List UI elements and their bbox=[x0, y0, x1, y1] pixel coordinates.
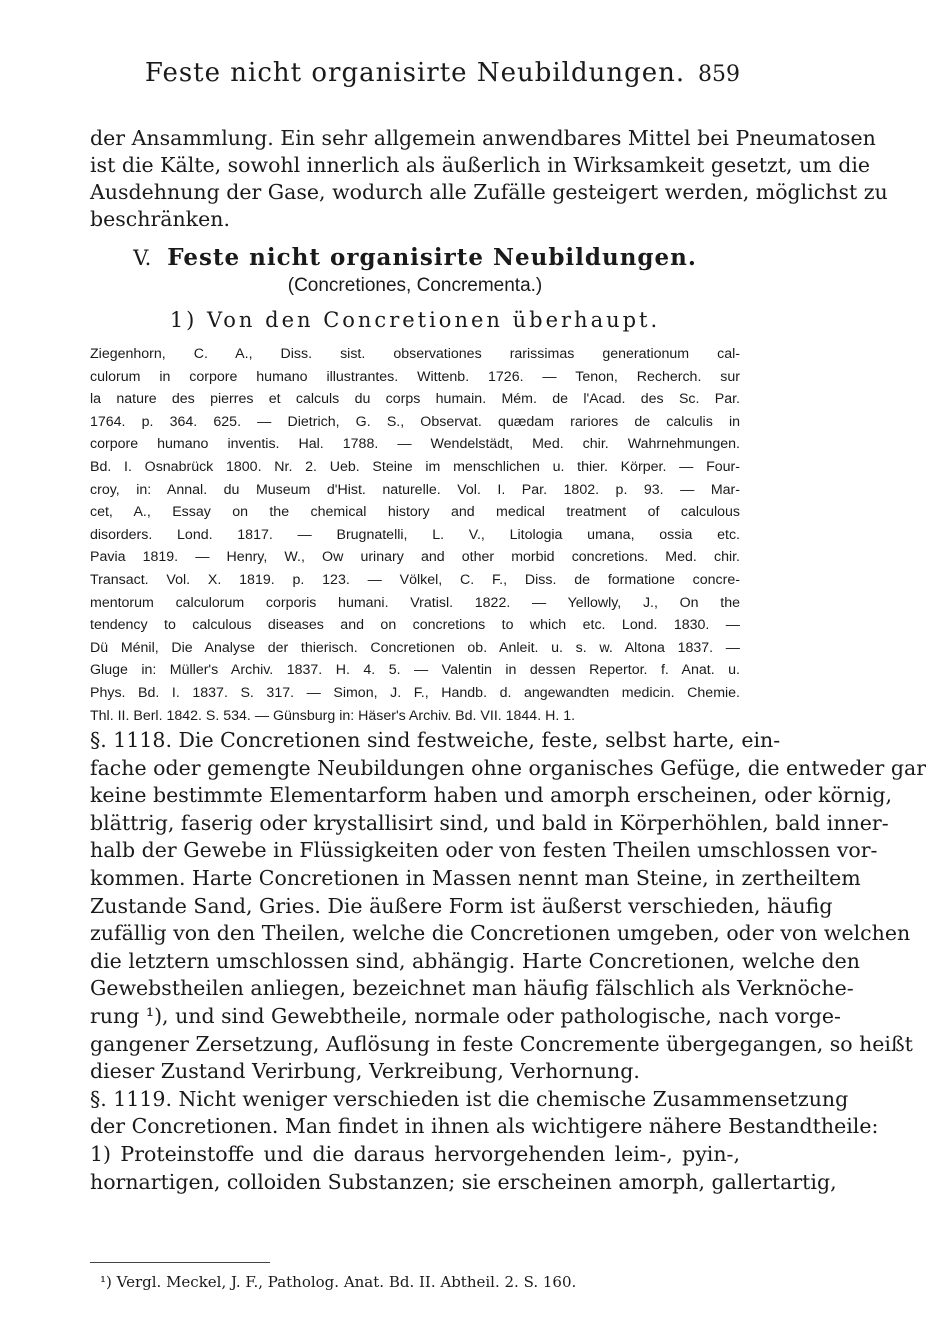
text-line: 1) Proteinstoffe und die daraus hervorgehenden leim-, pyin-, bbox=[90, 1142, 740, 1166]
text-line: halb der Gewebe in Flüssigkeiten oder von festen Theilen umschlossen vor- bbox=[90, 838, 878, 863]
text-line: Ausdehnung der Gase, wodurch alle Zufälle gesteigert werden, möglichst zu bbox=[90, 180, 888, 204]
text-line: ist die Kälte, sowohl innerlich als äußerlich in Wirksamkeit gesetzt, um die bbox=[90, 153, 871, 177]
literature-line: mentorum calculorum corporis humani. Vratisl. 1822. — Yellowly, J., On the bbox=[90, 594, 740, 611]
literature-line: cet, A., Essay on the chemical history and medical treatment of calculous bbox=[90, 504, 740, 521]
section-title: Feste nicht organisirte Neubildungen. bbox=[167, 244, 697, 271]
text-line: Gewebstheilen anliegen, bezeichnet man häufig fälschlich als Verknöche- bbox=[90, 976, 854, 1001]
text-line: dieser Zustand Verirbung, Verkreibung, Verhornung. bbox=[90, 1059, 640, 1084]
text-line: die letztern umschlossen sind, abhängig. Harte Concretionen, welche den bbox=[90, 948, 860, 973]
section-number: V. bbox=[133, 246, 152, 270]
text-line: gangener Zersetzung, Auflösung in feste Concremente übergegangen, so heißt bbox=[90, 1031, 913, 1056]
literature-line: Phys. Bd. I. 1837. S. 317. — Simon, J. F., Handb. d. angewandten medicin. Chemie. bbox=[90, 684, 740, 701]
literature-line: Dü Ménil, Die Analyse der thierisch. Concretionen ob. Anleit. u. s. w. Altona 1837. — bbox=[90, 639, 740, 656]
literature-line: Pavia 1819. — Henry, W., Ow urinary and other morbid concretions. Med. chir. bbox=[90, 549, 740, 566]
text-line: der Ansammlung. Ein sehr allgemein anwendbares Mittel bei Pneumatosen bbox=[90, 126, 876, 150]
text-line: rung ¹), und sind Gewebtheile, normale oder pathologische, nach vorge- bbox=[90, 1004, 841, 1029]
literature-line: Ziegenhorn, C. A., Diss. sist. observationes rarissimas generationum cal- bbox=[90, 346, 740, 362]
text-line: kommen. Harte Concretionen in Massen nennt man Steine, in zertheiltem bbox=[90, 866, 861, 891]
section-heading bbox=[90, 243, 740, 273]
text-line: keine bestimmte Elementarform haben und amorph erscheinen, oder körnig, bbox=[90, 783, 893, 808]
text-line: §. 1119. Nicht weniger verschieden ist die chemische Zusammensetzung bbox=[90, 1086, 849, 1111]
literature-line: la nature des pierres et calculs du corps humain. Mém. de l'Acad. des Sc. Par. bbox=[90, 391, 740, 408]
literature-line: disorders. Lond. 1817. — Brugnatelli, L. V., Litologia umana, ossia etc. bbox=[90, 526, 740, 543]
text-line: Zustande Sand, Gries. Die äußere Form ist äußerst verschieden, häufig bbox=[90, 893, 833, 918]
text-line: §. 1118. Die Concretionen sind festweiche, feste, selbst harte, ein- bbox=[90, 728, 781, 753]
literature-line: Thl. II. Berl. 1842. S. 534. — Günsburg in: Häser's Archiv. Bd. VII. 1844. H. 1. bbox=[90, 707, 576, 724]
text-line: zufällig von den Theilen, welche die Concretionen umgeben, oder von welchen bbox=[90, 921, 911, 946]
literature-line: culorum in corpore humano illustrantes. Wittenb. 1726. — Tenon, Recherch. sur bbox=[90, 368, 740, 385]
literature-line: Gluge in: Müller's Archiv. 1837. H. 4. 5. — Valentin in dessen Repertor. f. Anat. u. bbox=[90, 662, 740, 679]
literature-line: corpore humano inventis. Hal. 1788. — Wendelstädt, Med. chir. Wahrnehmungen. bbox=[90, 436, 740, 453]
text-line: blättrig, faserig oder krystallisirt sind, und bald in Körperhöhlen, bald inner- bbox=[90, 810, 889, 835]
page-number: 859 bbox=[698, 62, 740, 87]
footnote: ¹) Vergl. Meckel, J. F., Patholog. Anat. Bd. II. Abtheil. 2. S. 160. bbox=[100, 1273, 577, 1291]
literature-line: 1764. p. 364. 625. — Dietrich, G. S., Observat. quædam rariores de calculis in bbox=[90, 413, 740, 430]
literature-line: croy, in: Annal. du Museum d'Hist. naturelle. Vol. I. Par. 1802. p. 93. — Mar- bbox=[90, 481, 740, 498]
paragraph-1118 bbox=[90, 727, 926, 1086]
text-line: hornartigen, colloiden Substanzen; sie erscheinen amorph, gallertartig, bbox=[90, 1169, 837, 1194]
literature-line: Bd. I. Osnabrück 1800. Nr. 2. Ueb. Steine im menschlichen u. thier. Körper. — Four- bbox=[90, 458, 740, 475]
literature-line: tendency to calculous diseases and on concretions to which etc. Lond. 1830. — bbox=[90, 617, 740, 634]
intro-paragraph bbox=[90, 125, 888, 233]
running-title: Feste nicht organisirte Neubildungen. bbox=[144, 58, 686, 88]
text-line: der Concretionen. Man findet in ihnen als wichtigere nähere Bestandtheile: bbox=[90, 1114, 879, 1139]
text-line: fache oder gemengte Neubildungen ohne organisches Gefüge, die entweder gar bbox=[90, 755, 926, 780]
running-head bbox=[90, 58, 740, 94]
footnote-divider bbox=[90, 1262, 270, 1263]
subsection-title: 1) Von den Concretionen überhaupt. bbox=[169, 308, 661, 332]
body-text bbox=[90, 125, 926, 1196]
section-subtitle: (Concretiones, Concrementa.) bbox=[287, 275, 543, 296]
literature-line: Transact. Vol. X. 1819. p. 123. — Völkel, C. F., Diss. de formatione concre- bbox=[90, 571, 740, 588]
text-line: beschränken. bbox=[90, 207, 230, 231]
paragraph-1119 bbox=[90, 1086, 879, 1196]
literature-list bbox=[90, 343, 740, 727]
